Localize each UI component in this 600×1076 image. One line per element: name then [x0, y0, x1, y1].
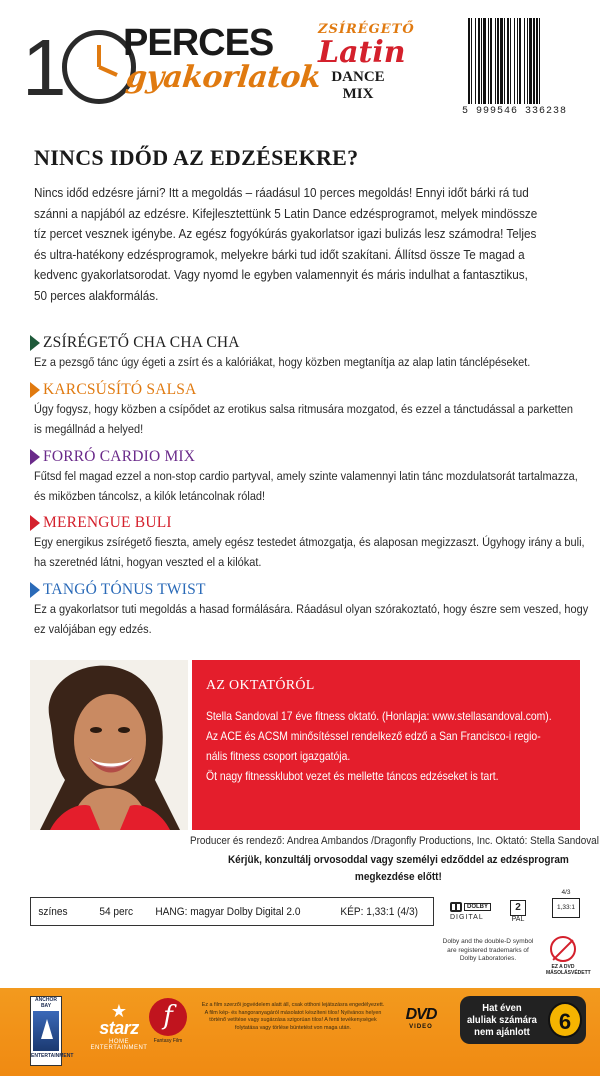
header	[0, 0, 600, 135]
anchor-bay-bottom: ENTERTAINMENT	[31, 1053, 74, 1059]
intro-line: 50 perces alakformálás.	[34, 288, 159, 303]
section-line: Ez a gyakorlatsor tuti megoldás a hasad formálására. Ráadásul olyan szórakoztató, hogy észre sem veszed, hogy	[34, 602, 589, 616]
starz-sub: HOME ENTERTAINMENT	[90, 1039, 148, 1051]
spec-table	[30, 897, 434, 926]
copy-protected-text: EZ A DVD MÁSOLÁSVÉDETT	[546, 964, 591, 976]
logo-digit-one: 1	[22, 23, 63, 112]
section-line: Egy energikus zsírégető fiesztа, amely egész testedet átmozgatja, és alaposan megizzaszt. Úgyhogy irány a buli,	[34, 535, 585, 549]
instructor-line: nális fitness csoport igazgatója.	[206, 749, 351, 763]
region-code: 2	[510, 900, 526, 916]
fantasy-film-sub: Fantasy Film	[153, 1038, 183, 1044]
section-title	[30, 447, 590, 467]
intro-line: tíz percet vesznek igénybe. Az egész fogyókúrás gyakorlatsor igazi bulizás lesz számodra! Teljes	[34, 227, 537, 241]
section-body	[34, 533, 592, 572]
legal-line: A film kép- és hangoranyagáról másolatot készíteni tilos! Nyilvános helyen	[204, 1009, 382, 1016]
instructor-line: Stella Sandoval 17 éve fitness oktató. (Honlapja: www.stellasandoval.com).	[206, 709, 552, 723]
age-rating-number: 6	[548, 1002, 582, 1038]
star-icon: ★	[110, 1001, 128, 1021]
about-instructor-title: AZ OKTATÓRÓL	[206, 678, 315, 693]
section-title	[30, 333, 590, 353]
legal-line: folytatása vagy törlése büntetést von maga után.	[235, 1024, 351, 1031]
age-line: aluliak számára	[467, 1014, 537, 1026]
latin-logo-top: ZSÍRÉGETŐ	[318, 22, 415, 37]
logo-gyakorlatok: gyakorlatok	[124, 60, 323, 95]
headline: NINCS IDŐD AZ EDZÉSEKRE?	[34, 145, 359, 170]
triangle-bullet-icon	[30, 449, 40, 465]
starz-logo	[84, 1001, 154, 1051]
intro-line: kedvenc gyakorlatsorodat. Vagy nyomd le egyben valamennyit és máris indulhat a fantasztikus,	[34, 268, 528, 282]
section-line: Úgy fogysz, hogy közben a csípődet az erotikus salsa ritmusára mozgatod, és ezzel a tánctudással a parketten	[34, 402, 573, 416]
section-title-text: TANGÓ TÓNUS TWIST	[43, 581, 206, 598]
intro-text	[34, 183, 544, 306]
legal-line: történő vetítése vagy sugárzása szigorúan tilos! A fenti tevékenységek	[209, 1017, 377, 1024]
instructor-line: Öt nagy fitnessklubot vezet és mellette táncos edzéseket is tart.	[206, 769, 499, 783]
section-merengue	[30, 513, 590, 572]
starz-name: starz	[99, 1018, 139, 1038]
ratio-box: 1,33:1	[552, 898, 580, 918]
section-cardio-mix	[30, 447, 590, 506]
barcode-number: 5 999546 336238	[462, 106, 568, 117]
warning-line: Kérjük, konzultálj orvosoddal vagy személyi edződdel az edzésprogram	[227, 854, 569, 866]
section-line: is megállnád a helyed!	[34, 421, 144, 436]
section-body	[34, 467, 592, 506]
section-salsa	[30, 380, 590, 439]
dvd-video-logo	[400, 1006, 442, 1030]
section-title-text: FORRÓ CARDIO MIX	[43, 448, 196, 465]
age-rating-text	[466, 1002, 538, 1038]
copy-protected-badge	[546, 936, 591, 980]
health-warning	[218, 852, 579, 886]
instructor-portrait-icon	[30, 660, 188, 830]
barcode-icon	[468, 18, 574, 104]
section-title	[30, 380, 590, 400]
section-title	[30, 513, 590, 533]
triangle-bullet-icon	[30, 515, 40, 531]
spec-color: színes	[38, 905, 68, 918]
section-line: ha szeretnéd látni, hogyan veszted el a kilókat.	[34, 554, 262, 569]
about-instructor-text	[206, 706, 567, 786]
about-instructor-box	[192, 660, 580, 830]
anchor-bay-sail-icon	[33, 1011, 59, 1051]
age-line: nem ajánlott	[474, 1026, 530, 1038]
no-copy-icon	[550, 936, 576, 962]
latin-dance-mix-logo	[318, 22, 415, 103]
section-body	[34, 600, 592, 639]
footer-band	[0, 988, 600, 1076]
section-title-text: ZSÍRÉGETŐ CHA CHA CHA	[43, 334, 240, 351]
spec-duration: 54 perc	[99, 905, 134, 918]
region-pal-badge	[507, 900, 529, 923]
section-body	[34, 353, 592, 373]
dolby-trademark-note: Dolby and the double-D symbol are registered trademarks of Dolby Laboratories.	[442, 938, 534, 962]
age-rating-badge	[460, 996, 586, 1044]
instructor-photo	[30, 660, 188, 830]
section-line: ez valójában egy edzés.	[34, 621, 152, 636]
dolby-digital-text: DIGITAL	[450, 914, 484, 921]
anchor-bay-logo	[30, 996, 74, 1066]
intro-line: és ultra-hatékony edzésprogramok, melyekre bárki tud időt szakítani. Állítsd össze Te magad a	[34, 247, 525, 262]
section-tango	[30, 580, 590, 639]
section-title-text: KARCSÚSÍTÓ SALSA	[43, 381, 197, 398]
spec-audio: HANG: magyar Dolby Digital 2.0	[155, 905, 301, 918]
section-title	[30, 580, 590, 600]
dvd-video-text: VIDEO	[409, 1024, 433, 1030]
section-line: Fűtsd fel magad ezzel a non-stop cardio partyval, amely szinte valamennyi latin tánc mozdulatsorát tartalmazza,	[34, 469, 578, 483]
section-line: Ez a pezsgő tánc úgy égeti a zsírt és a kalóriákat, hogy közben megtanítja az alap latin tánclépéseket.	[34, 355, 531, 369]
dvd-text: DVD	[405, 1006, 437, 1023]
dolby-double-d-icon	[450, 902, 462, 912]
ten-minutes-logo	[22, 22, 117, 110]
copyright-legal-text	[198, 1002, 388, 1032]
triangle-bullet-icon	[30, 382, 40, 398]
intro-line: szánni a napjából az edzésre. Kifejlesztettünk 5 Latin Dance edzésprogramot, melyek mindössze	[34, 206, 538, 221]
instructor-line: Az ACE és ACSM minősítéssel rendelkező edző a San Francisco-i regio-	[206, 729, 541, 743]
fantasy-film-letter: f	[149, 998, 187, 1036]
spec-picture: KÉP: 1,33:1 (4/3)	[340, 905, 418, 918]
dolby-label: DOLBY	[464, 903, 491, 911]
latin-logo-main: Latin	[318, 35, 406, 70]
intro-line: Nincs időd edzésre járni? Itt a megoldás – ráadásul 10 perces megoldás! Ennyi időt bárki rá tud	[34, 186, 529, 200]
latin-logo-bottom: DANCE MIX	[331, 69, 385, 102]
triangle-bullet-icon	[30, 582, 40, 598]
section-line: és miközben táncolsz, a kilók letáncolnak rólad!	[34, 488, 266, 503]
section-body	[34, 400, 592, 439]
anchor-bay-top: ANCHOR BAY	[35, 997, 57, 1009]
fantasy-film-logo	[146, 998, 190, 1056]
triangle-bullet-icon	[30, 335, 40, 351]
age-line: Hat éven	[482, 1002, 522, 1014]
legal-line: Ez a film szerzői jogvédelem alatt áll, csak otthoni lejátszásra engedélyezett.	[201, 1002, 385, 1008]
aspect-ratio-badge	[552, 889, 580, 918]
section-cha-cha-cha	[30, 333, 590, 373]
logo-perces: PERCES	[123, 22, 274, 64]
producer-credit: Producer és rendező: Andrea Ambandos /Dragonfly Productions, Inc. Oktató: Stella Sandoval	[190, 835, 599, 847]
ratio-top: 4/3	[561, 889, 571, 896]
warning-line: megkezdése előtt!	[354, 871, 442, 883]
barcode	[462, 18, 578, 120]
pal-label: PAL	[511, 916, 525, 923]
section-title-text: MERENGUE BULI	[43, 514, 172, 531]
dolby-digital-badge	[450, 902, 494, 932]
